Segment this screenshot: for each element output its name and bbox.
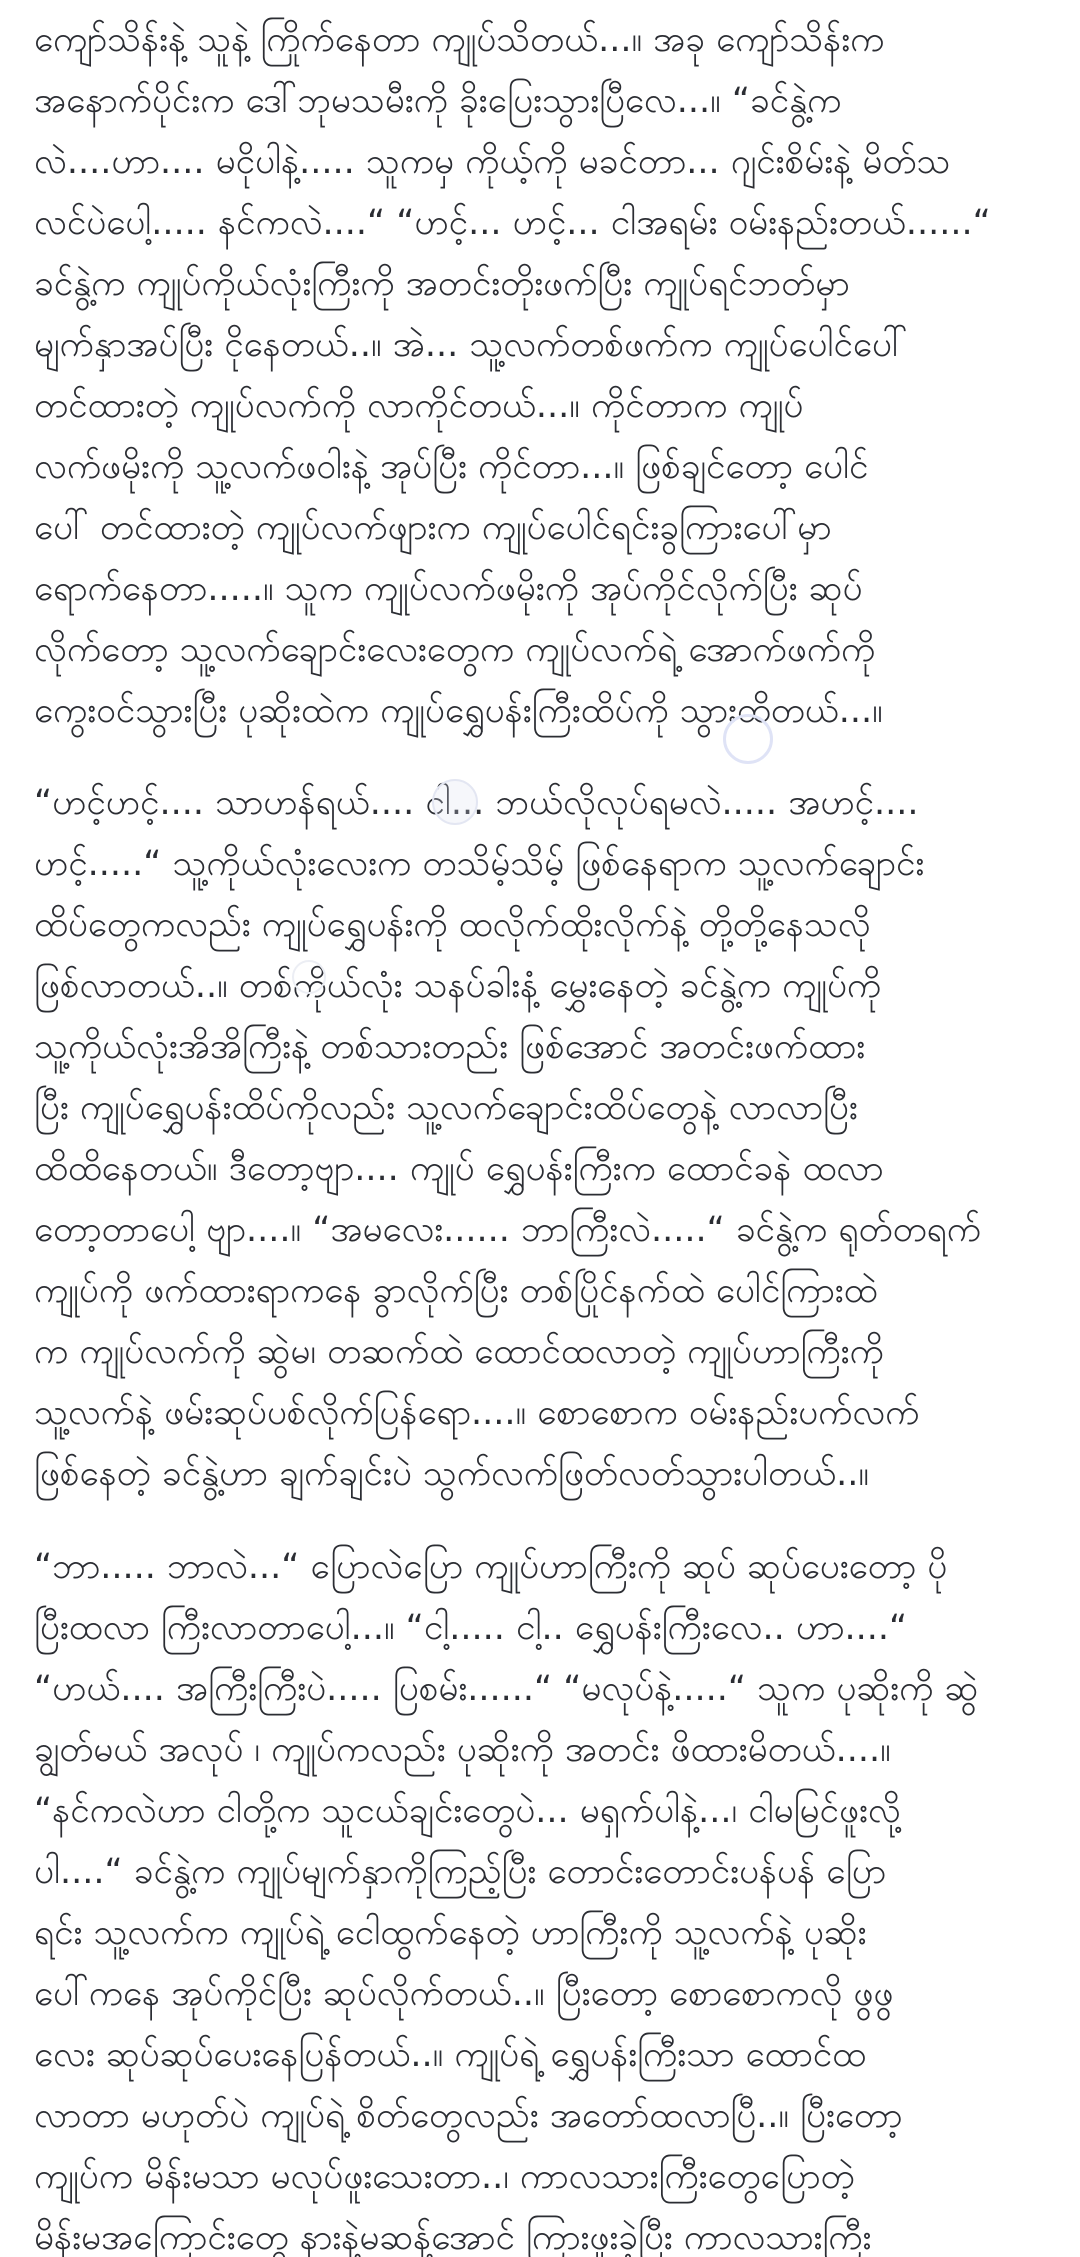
text-line: ပြီးထလာ ကြီးလာတာပေါ့...။ “ငါ့..... ငါ့.. ရွှေပန်းကြီးလေ.. ဟာ....“ [34,1608,908,1648]
touch-indicator [292,960,326,994]
story-paragraph-3 [34,1537,1050,2257]
text-line: ရောက်နေတာ.....။ သူက ကျုပ်လက်ဖမိုးကို အုပ်ကိုင်လိုက်ပြီး ဆုပ် [34,569,863,609]
text-line: လဲ....ဟာ.... မငိုပါနဲ့..... သူကမှ ကိုယ့်ကို မခင်တာ... ဂျင်းစိမ်းနဲ့ မိတ်သ [34,142,951,182]
text-line: လိုက်တော့ သူ့လက်ချောင်းလေးတွေက ကျုပ်လက်ရဲ့ အောက်ဖက်ကို [34,630,876,670]
story-paragraph-1 [34,10,1050,742]
text-line: မျက်နှာအပ်ပြီး ငိုနေတယ်..။ အဲ... သူ့လက်တစ်ဖက်က ကျုပ်ပေါင်ပေါ် [34,325,908,365]
text-line: “ဟယ်.... အကြီးကြီးပဲ..... ပြစမ်း......“ “မလုပ်နဲ့.....“ သူက ပုဆိုးကို ဆွဲ [34,1669,979,1709]
text-line: ဖြစ်လာတယ်..။ တစ်ကိုယ်လုံး သနပ်ခါးနံ့ မွှေးနေတဲ့ ခင်နွဲ့က ကျုပ်ကို [34,966,882,1006]
text-line: ပြီး ကျုပ်ရွှေပန်းထိပ်ကိုလည်း သူ့လက်ချောင်းထိပ်တွေနဲ့ လာလာပြီး [34,1088,858,1128]
text-line: ချွတ်မယ် အလုပ် ၊ ကျုပ်ကလည်း ပုဆိုးကို အတင်း ဖိထားမိတယ်....။ [34,1730,891,1770]
text-line: ထိထိနေတယ်။ ဒီတော့ဗျာ.... ကျုပ် ရွှေပန်းကြီးက ထောင်ခနဲ ထလာ [34,1149,884,1189]
touch-indicator [723,714,773,764]
text-line: က ကျုပ်လက်ကို ဆွဲမ၊ တဆက်ထဲ ထောင်ထလာတဲ့ ကျုပ်ဟာကြီးကို [34,1332,884,1372]
text-line: ကွေးဝင်သွားပြီး ပုဆိုးထဲက ကျုပ်ရွှေပန်းကြီးထိပ်ကို သွားထိတယ်...။ [34,691,883,731]
text-line: သူ့လက်နဲ့ ဖမ်းဆုပ်ပစ်လိုက်ပြန်ရော....။ စောစောက ဝမ်းနည်းပက်လက် [34,1393,920,1433]
text-line: “ဟင့်ဟင့်.... သာဟန်ရယ်.... ငါ... ဘယ်လိုလုပ်ရမလဲ..... အဟင့်.... [34,783,919,823]
text-line: ဖြစ်နေတဲ့ ခင်နွဲ့ဟာ ချက်ချင်းပဲ သွက်လက်ဖြတ်လတ်သွားပါတယ်..။ [34,1454,869,1494]
text-line: လေး ဆုပ်ဆုပ်ပေးနေပြန်တယ်..။ ကျုပ်ရဲ့ ရွှေပန်းကြီးသာ ထောင်ထ [34,2035,866,2075]
text-line: ဟင့်.....“ သူ့ကိုယ်လုံးလေးက တသိမ့်သိမ့် ဖြစ်နေရာက သူ့လက်ချောင်း [34,844,925,884]
text-line: ပါ....“ ခင်နွဲ့က ကျုပ်မျက်နှာကိုကြည့်ပြီး တောင်းတောင်းပန်ပန် ပြော [34,1852,887,1892]
text-line: လာတာ မဟုတ်ပဲ ကျုပ်ရဲ့ စိတ်တွေလည်း အတော်ထလာပြီ..။ ပြီးတော့ [34,2096,903,2136]
text-line: မိန်းမအကြောင်းတွေ နားနဲ့မဆန့်အောင် ကြားဖူးခဲ့ပြီး ကာလသားကြီး [34,2218,872,2257]
text-line: ကျော်သိန်းနဲ့ သူနဲ့ ကြိုက်နေတာ ကျုပ်သိတယ်...။ အခု ကျော်သိန်းက [34,20,885,60]
text-line: “နင်ကလဲဟာ ငါတို့က သူငယ်ချင်းတွေပဲ... မရှက်ပါနဲ့...၊ ငါမမြင်ဖူးလို့ [34,1791,901,1831]
text-line: ပေါ် တင်ထားတဲ့ ကျုပ်လက်ဖျားက ကျုပ်ပေါင်ရင်းခွကြားပေါ်မှာ [34,508,832,548]
story-paragraph-2 [34,773,1050,1505]
text-line: ရင်း သူ့လက်က ကျုပ်ရဲ့ ငေါထွက်နေတဲ့ ဟာကြီးကို သူ့လက်နဲ့ ပုဆိုး [34,1913,867,1953]
text-line: တင်ထားတဲ့ ကျုပ်လက်ကို လာကိုင်တယ်...။ ကိုင်တာက ကျုပ် [34,386,804,426]
text-line: လင်ပဲပေါ့..... နင်ကလဲ....“ “ဟင့်... ဟင့်... ငါအရမ်း ဝမ်းနည်းတယ်......“ [34,203,991,243]
text-line: ခင်နွဲ့က ကျုပ်ကိုယ်လုံးကြီးကို အတင်းတိုးဖက်ပြီး ကျုပ်ရင်ဘတ်မှာ [34,264,850,304]
touch-indicator [432,779,478,825]
text-line: ထိပ်တွေကလည်း ကျုပ်ရွှေပန်းကို ထလိုက်ထိုးလိုက်နဲ့ တို့တို့နေသလို [34,905,871,945]
text-line: ပေါ်ကနေ အုပ်ကိုင်ပြီး ဆုပ်လိုက်တယ်..။ ပြီးတော့ စောစောကလို ဖွဖွ [34,1974,894,2014]
text-line: ကျုပ်ကို ဖက်ထားရာကနေ ခွာလိုက်ပြီး တစ်ပြိုင်နက်ထဲ ပေါင်ကြားထဲ [34,1271,878,1311]
text-line: လက်ဖမိုးကို သူ့လက်ဖဝါးနဲ့ အုပ်ပြီး ကိုင်တာ...။ ဖြစ်ချင်တော့ ပေါင် [34,447,869,487]
text-line: တော့တာပေါ့ ဗျာ....။ “အမလေး...... ဘာကြီးလဲ.....“ ခင်နွဲ့က ရုတ်တရက် [34,1210,982,1250]
text-line: ကျုပ်က မိန်းမသာ မလုပ်ဖူးသေးတာ..၊ ကာလသားကြီးတွေပြောတဲ့ [34,2157,855,2197]
text-line: သူ့ကိုယ်လုံးအိအိကြီးနဲ့ တစ်သားတည်း ဖြစ်အောင် အတင်းဖက်ထား [34,1027,866,1067]
text-line: “ဘာ..... ဘာလဲ...“ ပြောလဲပြော ကျုပ်ဟာကြီးကို ဆုပ် ဆုပ်ပေးတော့ ပို [34,1547,948,1587]
text-line: အနောက်ပိုင်းက ဒေါ်ဘုမသမီးကို ခိုးပြေးသွားပြီလေ...။ “ခင်နွဲ့က [34,81,842,121]
